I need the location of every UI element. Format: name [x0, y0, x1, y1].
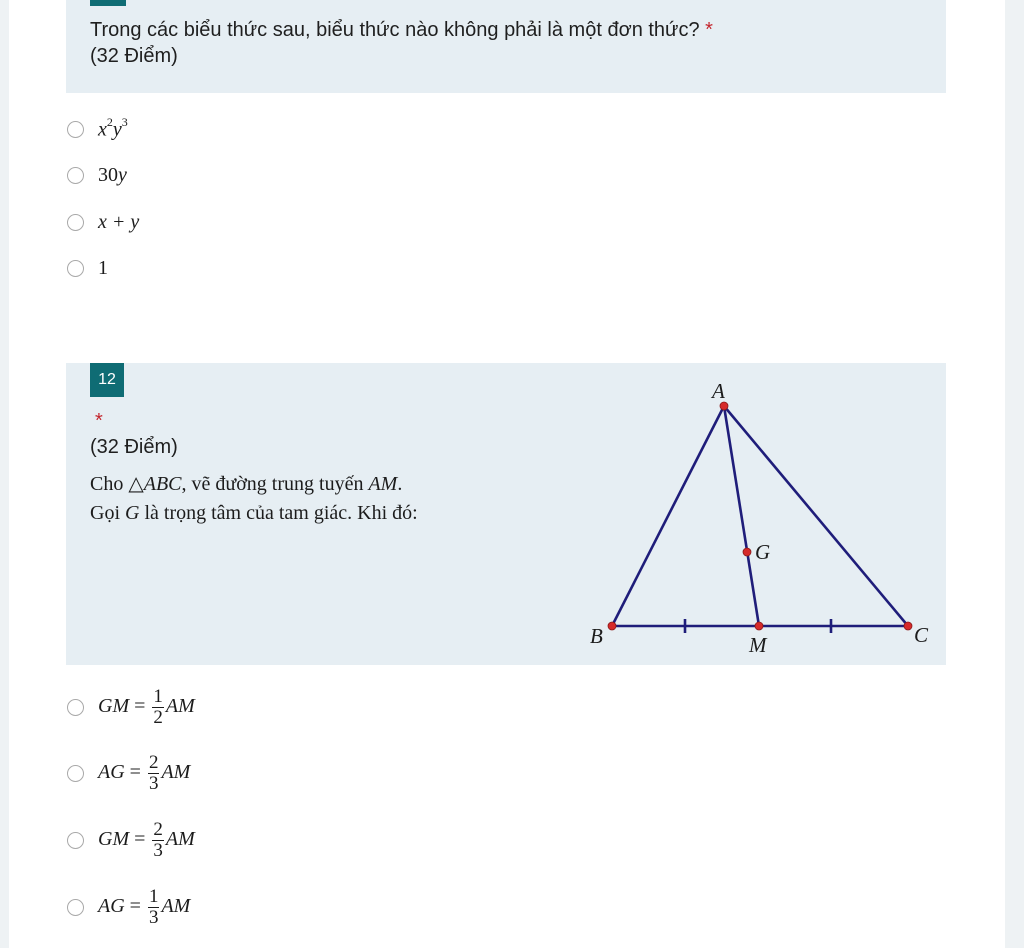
side-ab	[612, 406, 724, 626]
option-label: GM = $\frac{1}{2}$ AM	[98, 686, 195, 728]
radio-button[interactable]	[67, 699, 84, 716]
label-a: A	[712, 379, 725, 403]
point-b	[608, 622, 616, 630]
option-label: 30y	[98, 164, 127, 186]
question-1-text: Trong các biểu thức sau, biểu thức nào không phải là một đơn thức?	[90, 19, 700, 41]
point-m	[755, 622, 763, 630]
question-number-badge: 12	[90, 363, 124, 397]
question-accent-bar	[90, 0, 126, 6]
median-am	[724, 406, 759, 626]
question-1-points: (32 Điểm)	[90, 45, 178, 67]
radio-button[interactable]	[67, 765, 84, 782]
point-g	[743, 548, 751, 556]
radio-button[interactable]	[67, 167, 84, 184]
question-2-option-3[interactable]	[67, 820, 195, 861]
statement-line-1: Cho △ABC, vẽ đường trung tuyến AM.	[90, 473, 403, 495]
side-ac	[724, 406, 908, 626]
question-1-title	[90, 17, 713, 43]
triangle-figure	[66, 363, 946, 665]
radio-button[interactable]	[67, 899, 84, 916]
label-c: C	[914, 623, 929, 647]
question-1-option-2[interactable]	[67, 164, 127, 187]
required-mark: *	[705, 19, 713, 41]
question-2-points: (32 Điểm)	[90, 436, 178, 458]
radio-button[interactable]	[67, 214, 84, 231]
option-label: 1	[98, 257, 108, 279]
question-2-option-4[interactable]	[67, 887, 190, 928]
required-mark: *	[95, 410, 103, 432]
label-m: M	[749, 633, 767, 657]
point-a	[720, 402, 728, 410]
option-label: AG = $\frac{2}{3}$ AM	[98, 752, 191, 794]
question-1-option-1[interactable]	[67, 117, 128, 142]
option-label: AG = $\frac{1}{3}$ AM	[98, 886, 191, 928]
label-g: G	[755, 540, 771, 564]
point-c	[904, 622, 912, 630]
option-label: x + y	[98, 211, 140, 233]
label-b: B	[590, 624, 603, 648]
radio-button[interactable]	[67, 260, 84, 277]
question-2-option-1[interactable]	[67, 687, 195, 728]
radio-button[interactable]	[67, 832, 84, 849]
option-label: $x^2y^3$	[98, 115, 128, 141]
question-2-header	[66, 363, 946, 665]
radio-button[interactable]	[67, 121, 84, 138]
question-2-option-2[interactable]	[67, 753, 190, 794]
question-1-option-4[interactable]	[67, 257, 108, 280]
option-label: GM = $\frac{2}{3}$ AM	[98, 819, 195, 861]
question-1-option-3[interactable]	[67, 211, 139, 234]
form-page	[9, 0, 1005, 948]
statement-line-2: Gọi G là trọng tâm của tam giác. Khi đó:	[90, 502, 418, 524]
question-1-header	[66, 0, 946, 93]
